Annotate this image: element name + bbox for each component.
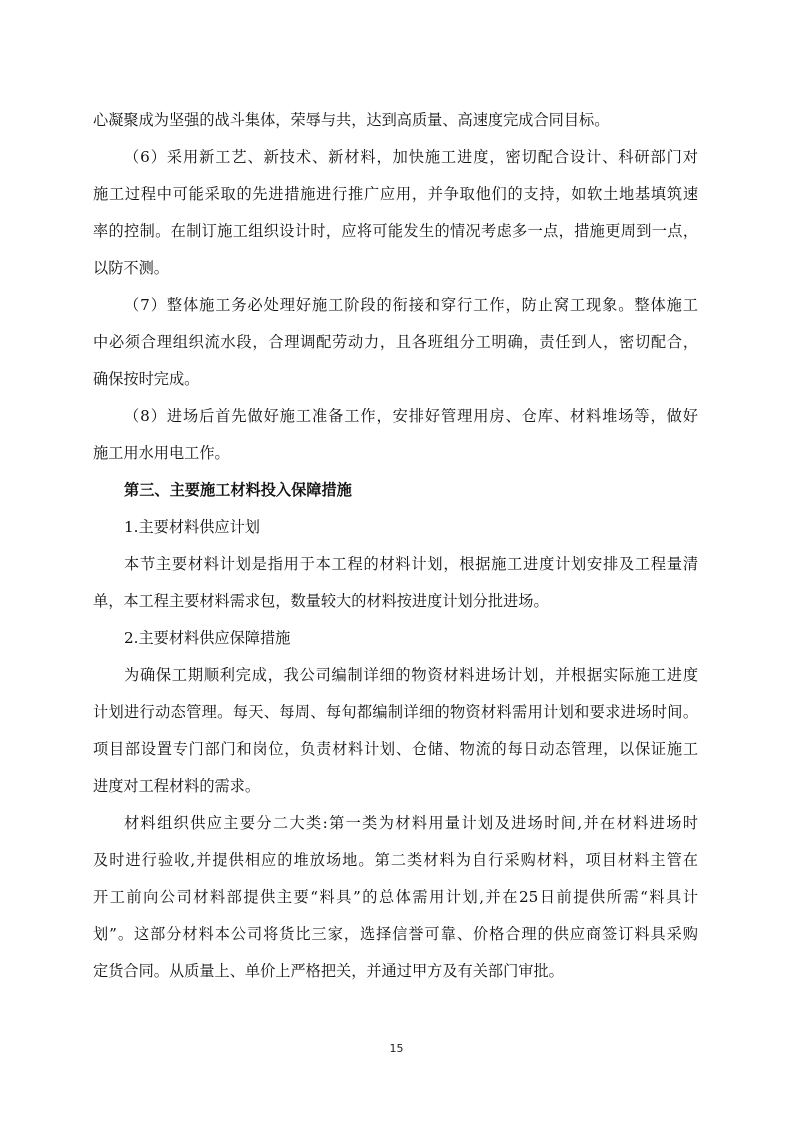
paragraph-line: （8）进场后首先做好施工准备工作，安排好管理用房、仓库、材料堆场等，做好 xyxy=(124,407,698,425)
paragraph-line: 划”。这部分材料本公司将货比三家，选择信誉可靠、价格合理的供应商签订料具采购 xyxy=(93,925,698,943)
paragraph-line: 进度对工程材料的需求。 xyxy=(93,777,261,795)
paragraph-line: 材料组织供应主要分二大类:第一类为材料用量计划及进场时间,并在材料进场时 xyxy=(124,814,698,832)
paragraph-line: 心凝聚成为坚强的战斗集体，荣辱与共，达到高质量、高速度完成合同目标。 xyxy=(93,111,610,129)
paragraph-line: 中必须合理组织流水段，合理调配劳动力，且各班组分工明确，责任到人，密切配合， xyxy=(93,333,698,351)
paragraph-line: 率的控制。在制订施工组织设计时，应将可能发生的情况考虑多一点，措施更周到一点， xyxy=(93,222,698,240)
paragraph-line: 项目部设置专门部门和岗位，负责材料计划、仓储、物流的每日动态管理，以保证施工 xyxy=(93,740,698,758)
paragraph-line: 确保按时完成。 xyxy=(93,370,200,388)
section-heading: 第三、主要施工材料投入保障措施 xyxy=(124,481,352,499)
page-number: 15 xyxy=(389,1042,404,1055)
paragraph-line: 施工过程中可能采取的先进措施进行推广应用，并争取他们的支持，如软土地基填筑速 xyxy=(93,185,698,203)
document-body xyxy=(93,102,698,990)
paragraph-line: 以防不测。 xyxy=(93,259,169,277)
paragraph-line: 施工用水用电工作。 xyxy=(93,444,230,462)
paragraph-line: 单，本工程主要材料需求包，数量较大的材料按进度计划分批进场。 xyxy=(93,592,549,610)
paragraph-line: 及时进行验收,并提供相应的堆放场地。第二类材料为自行采购材料，项目材料主管在 xyxy=(93,851,698,869)
paragraph-line: 计划进行动态管理。每天、每周、每旬都编制详细的物资材料需用计划和要求进场时间。 xyxy=(93,703,698,721)
paragraph-line: （6）采用新工艺、新技术、新材料，加快施工进度，密切配合设计、科研部门对 xyxy=(124,148,698,166)
subsection-heading: 2.主要材料供应保障措施 xyxy=(124,629,291,647)
subsection-heading: 1.主要材料供应计划 xyxy=(124,518,260,536)
paragraph-line: （7）整体施工务必处理好施工阶段的衔接和穿行工作，防止窝工现象。整体施工 xyxy=(124,296,698,314)
paragraph-line: 开工前向公司材料部提供主要“料具”的总体需用计划,并在25日前提供所需“料具计 xyxy=(93,888,698,906)
paragraph-line: 定货合同。从质量上、单价上严格把关，并通过甲方及有关部门审批。 xyxy=(93,962,564,980)
paragraph-line: 为确保工期顺利完成，我公司编制详细的物资材料进场计划，并根据实际施工进度 xyxy=(124,666,698,684)
paragraph-line: 本节主要材料计划是指用于本工程的材料计划，根据施工进度计划安排及工程量清 xyxy=(124,555,698,573)
